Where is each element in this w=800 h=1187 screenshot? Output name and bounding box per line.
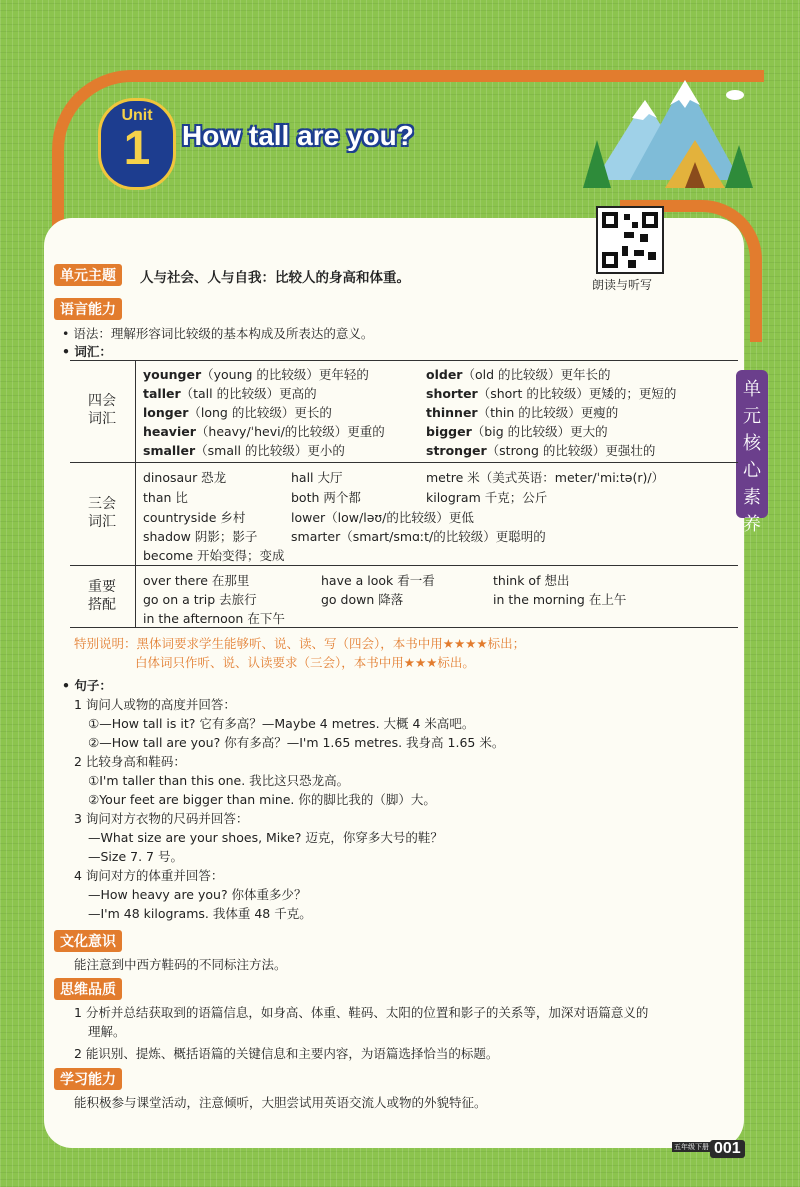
thinking-item-1: 1 分析并总结获取到的语篇信息，如身高、体重、鞋码、太阳的位置和影子的关系等，加深对语篇意义的	[74, 1005, 649, 1020]
page-number: 001	[710, 1140, 745, 1158]
vocab-item: countryside 乡村	[143, 510, 246, 525]
category-three: 三会 词汇	[88, 496, 116, 530]
sentence-line: ①I'm taller than this one. 我比这只恐龙高。	[88, 773, 350, 788]
sentence-group-title: 2 比较身高和鞋码：	[74, 754, 186, 769]
vocab-item: thinner（thin 的比较级）更瘦的	[426, 405, 619, 420]
sentence-line: ①—How tall is it? 它有多高？—Maybe 4 metres. 大概 4 米高吧。	[88, 716, 475, 731]
vocab-item: younger（young 的比较级）更年轻的	[143, 367, 369, 382]
category-phrases: 重要 搭配	[88, 579, 116, 613]
vocab-item: shadow 阴影；影子	[143, 529, 258, 544]
phrase-item: go on a trip 去旅行	[143, 592, 257, 607]
theme-text: 人与社会、人与自我：比较人的身高和体重。	[140, 270, 410, 286]
special-note-line2: 白体词只作听、说、认读要求（三会），本书中用★★★标出。	[135, 655, 475, 670]
phrase-item: have a look 看一看	[321, 573, 435, 588]
culture-text: 能注意到中西方鞋码的不同标注方法。	[74, 957, 287, 972]
thinking-item-2: 2 能识别、提炼、概括语篇的关键信息和主要内容，为语篇选择恰当的标题。	[74, 1046, 499, 1061]
vocab-item: both 两个都	[291, 490, 361, 505]
thinking-label: 思维品质	[54, 978, 122, 1000]
vocab-item: than 比	[143, 490, 188, 505]
unit-number: 1	[123, 122, 151, 175]
culture-label: 文化意识	[54, 930, 122, 952]
vocab-item: smarter（smart/smɑːt/的比较级）更聪明的	[291, 529, 546, 544]
vocab-heading: • 词汇：	[62, 344, 112, 359]
side-tab: 单元核心素养	[736, 370, 768, 518]
vocab-item: become 开始变得；变成	[143, 548, 285, 563]
phrase-item: in the afternoon 在下午	[143, 611, 285, 626]
vocab-item: bigger（big 的比较级）更大的	[426, 424, 608, 439]
vocab-item: shorter（short 的比较级）更矮的；更短的	[426, 386, 677, 401]
vocab-item: metre 米（美式英语：meter/ˈmiːtə(r)/）	[426, 470, 665, 485]
sentence-line: —Size 7. 7 号。	[88, 849, 183, 864]
table-rule	[70, 565, 738, 566]
table-rule	[70, 462, 738, 463]
vocab-item: taller（tall 的比较级）更高的	[143, 386, 317, 401]
sentence-group-title: 4 询问对方的体重并回答：	[74, 868, 224, 883]
phrase-item: think of 想出	[493, 573, 570, 588]
vocab-item: dinosaur 恐龙	[143, 470, 227, 485]
vocab-item: lower（low/ləʊ/的比较级）更低	[291, 510, 474, 525]
grammar-line: • 语法：理解形容词比较级的基本构成及所表达的意义。	[62, 326, 374, 341]
qr-code-icon[interactable]	[596, 206, 664, 274]
phrase-item: in the morning 在上午	[493, 592, 627, 607]
sentence-line: —What size are your shoes, Mike? 迈克，你穿多大号的鞋？	[88, 830, 443, 845]
phrase-item: over there 在那里	[143, 573, 250, 588]
language-label: 语言能力	[54, 298, 122, 320]
sentence-group-title: 3 询问对方衣物的尺码并回答：	[74, 811, 249, 826]
theme-label: 单元主题	[54, 264, 122, 286]
category-four: 四会 词汇	[88, 393, 116, 427]
vocab-item: heavier（heavy/ˈhevi/的比较级）更重的	[143, 424, 385, 439]
qr-label: 朗读与听写	[592, 278, 653, 292]
learning-label: 学习能力	[54, 1068, 122, 1090]
sentences-heading: • 句子：	[62, 678, 112, 693]
phrase-item: go down 降落	[321, 592, 404, 607]
vocab-item: longer（long 的比较级）更长的	[143, 405, 332, 420]
vocab-item: older（old 的比较级）更年长的	[426, 367, 611, 382]
thinking-item-1-cont: 理解。	[88, 1024, 126, 1039]
sentence-line: —I'm 48 kilograms. 我体重 48 千克。	[88, 906, 312, 921]
sentence-line: ②—How tall are you? 你有多高？—I'm 1.65 metres. 我身高 1.65 米。	[88, 735, 505, 750]
vocab-item: kilogram 千克；公斤	[426, 490, 548, 505]
footer-tag: 五年级下册	[674, 1143, 709, 1151]
vocab-item: hall 大厅	[291, 470, 343, 485]
learning-text: 能积极参与课堂活动，注意倾听，大胆尝试用英语交流人或物的外貌特征。	[74, 1095, 487, 1110]
sentence-line: ②Your feet are bigger than mine. 你的脚比我的（脚）大。	[88, 792, 436, 807]
unit-badge	[98, 98, 176, 190]
table-rule	[70, 627, 738, 628]
page-title: How tall are you?	[182, 120, 414, 151]
table-divider	[135, 360, 136, 627]
mountain-camp-illustration	[575, 70, 760, 195]
special-note-line1: 特别说明：黑体词要求学生能够听、说、读、写（四会），本书中用★★★★标出；	[74, 636, 526, 651]
sentence-group-title: 1 询问人或物的高度并回答：	[74, 697, 236, 712]
table-rule	[70, 360, 738, 361]
vocab-item: smaller（small 的比较级）更小的	[143, 443, 345, 458]
unit-word: Unit	[121, 107, 153, 124]
sentence-line: —How heavy are you? 你体重多少？	[88, 887, 307, 902]
vocab-item: stronger（strong 的比较级）更强壮的	[426, 443, 656, 458]
